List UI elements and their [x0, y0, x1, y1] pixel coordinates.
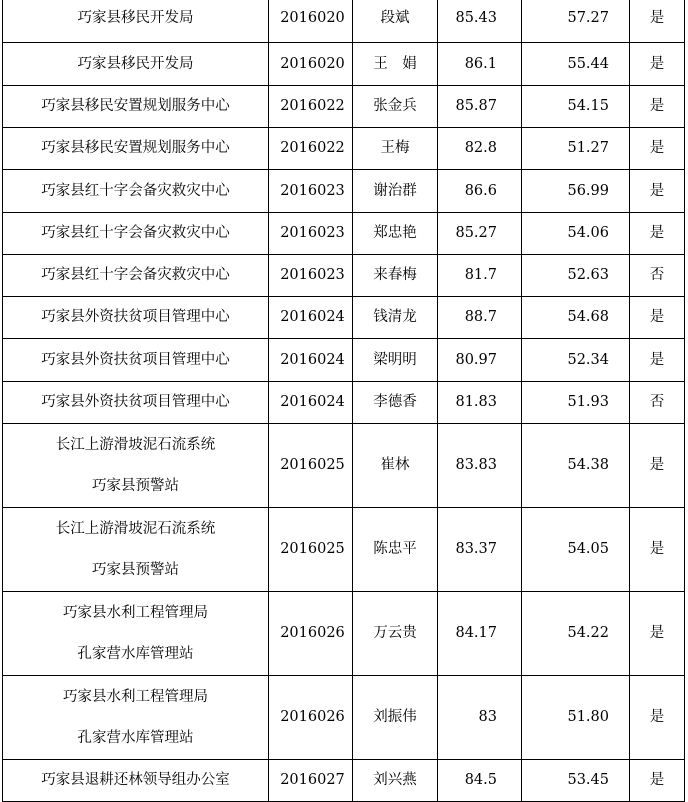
cell-code — [269, 128, 353, 170]
cell-result-text: 是 — [649, 709, 665, 726]
cell-code — [269, 170, 353, 213]
cell-written-score — [438, 213, 522, 255]
cell-name — [353, 43, 438, 86]
cell-written-score-text: 84.17 — [455, 625, 497, 642]
cell-code-text: 2016025 — [280, 457, 345, 474]
unit-line: 巧家县外资扶贫项目管理中心 — [41, 351, 230, 368]
cell-written-score — [438, 339, 522, 382]
cell-total-score-text: 54.06 — [567, 225, 609, 242]
cell-total-score — [522, 297, 630, 339]
cell-result — [630, 43, 685, 86]
cell-name-text: 郑忠艳 — [373, 225, 417, 242]
cell-name — [353, 86, 438, 128]
cell-total-score — [522, 213, 630, 255]
unit-line: 孔家营水库管理站 — [77, 729, 194, 746]
cell-total-score — [522, 592, 630, 676]
cell-name — [353, 592, 438, 676]
cell-name-text: 张金兵 — [373, 98, 417, 115]
table-row — [3, 760, 685, 802]
cell-name — [353, 339, 438, 382]
cell-name-text: 刘兴燕 — [373, 772, 417, 789]
cell-unit — [3, 86, 269, 128]
table-row — [3, 0, 685, 43]
cell-total-score-text: 55.44 — [567, 55, 609, 72]
unit-line: 巧家县退耕还林领导组办公室 — [41, 772, 230, 789]
cell-total-score-text: 54.05 — [567, 541, 609, 558]
cell-name — [353, 170, 438, 213]
cell-written-score-text: 85.87 — [455, 98, 497, 115]
unit-line: 巧家县移民安置规划服务中心 — [41, 98, 230, 115]
cell-written-score — [438, 424, 522, 508]
unit-line: 巧家县红十字会备灾救灾中心 — [41, 267, 230, 284]
table-row — [3, 297, 685, 339]
cell-written-score-text: 88.7 — [464, 309, 497, 326]
table-row — [3, 508, 685, 592]
cell-total-score — [522, 255, 630, 297]
cell-total-score — [522, 676, 630, 760]
cell-written-score-text: 83.37 — [455, 541, 497, 558]
table-row — [3, 676, 685, 760]
cell-result — [630, 255, 685, 297]
cell-total-score — [522, 760, 630, 802]
cell-written-score-text: 85.27 — [455, 225, 497, 242]
cell-result-text: 是 — [649, 98, 665, 115]
cell-code — [269, 255, 353, 297]
cell-result-text: 是 — [649, 182, 665, 199]
cell-name-text: 谢治群 — [373, 182, 417, 199]
cell-result — [630, 0, 685, 43]
cell-written-score-text: 85.43 — [455, 10, 497, 27]
cell-total-score — [522, 424, 630, 508]
cell-unit — [3, 43, 269, 86]
cell-written-score — [438, 86, 522, 128]
cell-result-text: 是 — [649, 351, 665, 368]
unit-line: 长江上游滑坡泥石流系统 — [55, 437, 216, 453]
cell-total-score — [522, 128, 630, 170]
cell-name-text: 梁明明 — [373, 351, 417, 368]
cell-name-text: 崔林 — [380, 457, 410, 474]
cell-written-score-text: 82.8 — [464, 140, 497, 157]
cell-result-text: 是 — [649, 457, 665, 474]
cell-code-text: 2016022 — [280, 98, 345, 115]
cell-total-score-text: 57.27 — [567, 10, 609, 27]
cell-code-text: 2016027 — [280, 772, 345, 789]
cell-total-score-text: 56.99 — [567, 182, 609, 199]
cell-name — [353, 424, 438, 508]
cell-code-text: 2016020 — [280, 55, 345, 72]
cell-name — [353, 213, 438, 255]
cell-name — [353, 676, 438, 760]
cell-code-text: 2016023 — [280, 182, 345, 199]
cell-result-text: 是 — [649, 55, 665, 72]
cell-written-score-text: 81.83 — [455, 394, 497, 411]
table-row — [3, 424, 685, 508]
unit-line: 巧家县外资扶贫项目管理中心 — [41, 394, 230, 411]
cell-written-score-text: 83 — [478, 709, 497, 726]
cell-total-score — [522, 43, 630, 86]
cell-result — [630, 339, 685, 382]
cell-unit — [3, 339, 269, 382]
cell-total-score-text: 51.27 — [567, 140, 609, 157]
cell-written-score — [438, 760, 522, 802]
cell-code — [269, 592, 353, 676]
cell-written-score-text: 86.1 — [464, 55, 497, 72]
cell-code-text: 2016024 — [280, 351, 345, 368]
cell-code-text: 2016024 — [280, 309, 345, 326]
cell-code — [269, 297, 353, 339]
cell-unit — [3, 508, 269, 592]
table-row — [3, 86, 685, 128]
cell-code — [269, 424, 353, 508]
cell-code-text: 2016024 — [280, 394, 345, 411]
table-row — [3, 43, 685, 86]
cell-total-score-text: 53.45 — [567, 772, 609, 789]
cell-name-text: 陈忠平 — [373, 541, 417, 558]
cell-name — [353, 128, 438, 170]
cell-unit — [3, 592, 269, 676]
cell-written-score — [438, 170, 522, 213]
cell-written-score — [438, 592, 522, 676]
cell-written-score — [438, 508, 522, 592]
unit-line: 巧家县水利工程管理局 — [63, 689, 208, 705]
unit-line: 巧家县红十字会备灾救灾中心 — [41, 225, 230, 242]
cell-name — [353, 255, 438, 297]
cell-name — [353, 508, 438, 592]
cell-total-score-text: 54.22 — [567, 625, 609, 642]
table-row — [3, 382, 685, 424]
cell-total-score-text: 54.15 — [567, 98, 609, 115]
cell-total-score — [522, 170, 630, 213]
cell-name-text: 王梅 — [380, 140, 410, 157]
cell-name-text: 来春梅 — [373, 267, 417, 284]
cell-name — [353, 297, 438, 339]
cell-code-text: 2016023 — [280, 267, 345, 284]
cell-result — [630, 86, 685, 128]
cell-unit — [3, 676, 269, 760]
cell-result-text: 是 — [649, 309, 665, 326]
cell-code — [269, 676, 353, 760]
cell-result-text: 否 — [649, 394, 665, 411]
cell-result — [630, 424, 685, 508]
cell-unit — [3, 424, 269, 508]
results-table-body — [3, 0, 685, 802]
cell-name — [353, 382, 438, 424]
cell-unit — [3, 0, 269, 43]
cell-written-score-text: 86.6 — [464, 182, 497, 199]
cell-unit — [3, 170, 269, 213]
cell-unit — [3, 382, 269, 424]
cell-result-text: 是 — [649, 225, 665, 242]
cell-code — [269, 0, 353, 43]
cell-result — [630, 128, 685, 170]
cell-name-text: 李德香 — [373, 394, 417, 411]
unit-line: 长江上游滑坡泥石流系统 — [55, 521, 216, 537]
table-row — [3, 213, 685, 255]
cell-code — [269, 213, 353, 255]
unit-line: 巧家县外资扶贫项目管理中心 — [41, 309, 230, 326]
cell-result-text: 否 — [649, 267, 665, 284]
cell-total-score-text: 54.68 — [567, 309, 609, 326]
cell-result — [630, 297, 685, 339]
cell-result — [630, 170, 685, 213]
cell-total-score — [522, 0, 630, 43]
cell-total-score-text: 54.38 — [567, 457, 609, 474]
table-row — [3, 170, 685, 213]
cell-name-text: 段斌 — [380, 10, 410, 27]
table-row — [3, 128, 685, 170]
cell-name-text: 钱清龙 — [373, 309, 417, 326]
cell-code-text: 2016023 — [280, 225, 345, 242]
cell-result — [630, 213, 685, 255]
cell-name — [353, 0, 438, 43]
unit-line: 巧家县移民开发局 — [77, 10, 194, 27]
cell-written-score — [438, 382, 522, 424]
cell-total-score-text: 52.63 — [567, 267, 609, 284]
cell-code-text: 2016025 — [280, 541, 345, 558]
cell-result-text: 是 — [649, 140, 665, 157]
cell-code-text: 2016026 — [280, 709, 345, 726]
cell-total-score — [522, 339, 630, 382]
unit-line: 巧家县水利工程管理局 — [63, 605, 208, 621]
cell-code — [269, 508, 353, 592]
cell-written-score — [438, 43, 522, 86]
cell-code — [269, 43, 353, 86]
cell-written-score — [438, 128, 522, 170]
cell-code — [269, 382, 353, 424]
cell-code — [269, 339, 353, 382]
unit-line: 巧家县移民安置规划服务中心 — [41, 140, 230, 157]
unit-line: 巧家县预警站 — [92, 561, 179, 578]
results-table — [2, 0, 685, 802]
cell-total-score-text: 51.80 — [567, 709, 609, 726]
cell-code-text: 2016026 — [280, 625, 345, 642]
unit-line: 巧家县红十字会备灾救灾中心 — [41, 182, 230, 199]
cell-written-score — [438, 0, 522, 43]
cell-written-score — [438, 297, 522, 339]
table-row — [3, 592, 685, 676]
cell-unit — [3, 297, 269, 339]
cell-unit — [3, 213, 269, 255]
cell-written-score-text: 84.5 — [464, 772, 497, 789]
cell-code-text: 2016022 — [280, 140, 345, 157]
cell-written-score-text: 80.97 — [455, 351, 497, 368]
cell-written-score-text: 83.83 — [455, 457, 497, 474]
cell-total-score-text: 51.93 — [567, 394, 609, 411]
unit-line: 孔家营水库管理站 — [77, 645, 194, 662]
cell-name-text: 万云贵 — [373, 625, 417, 642]
cell-code — [269, 760, 353, 802]
cell-result-text: 是 — [649, 541, 665, 558]
cell-written-score — [438, 676, 522, 760]
table-row — [3, 339, 685, 382]
cell-name-text: 刘振伟 — [373, 709, 417, 726]
cell-total-score — [522, 382, 630, 424]
cell-result-text: 是 — [649, 10, 665, 27]
unit-line: 巧家县预警站 — [92, 477, 179, 494]
cell-total-score-text: 52.34 — [567, 351, 609, 368]
cell-total-score — [522, 508, 630, 592]
cell-written-score-text: 81.7 — [464, 267, 497, 284]
cell-code-text: 2016020 — [280, 10, 345, 27]
unit-line: 巧家县移民开发局 — [77, 55, 194, 72]
cell-result — [630, 382, 685, 424]
cell-unit — [3, 760, 269, 802]
cell-unit — [3, 128, 269, 170]
cell-result-text: 是 — [649, 772, 665, 789]
cell-total-score — [522, 86, 630, 128]
cell-unit — [3, 255, 269, 297]
cell-code — [269, 86, 353, 128]
cell-written-score — [438, 255, 522, 297]
cell-name-text: 王 娟 — [373, 55, 417, 72]
cell-result-text: 是 — [649, 625, 665, 642]
table-row — [3, 255, 685, 297]
cell-result — [630, 676, 685, 760]
cell-result — [630, 592, 685, 676]
cell-result — [630, 508, 685, 592]
cell-name — [353, 760, 438, 802]
cell-result — [630, 760, 685, 802]
